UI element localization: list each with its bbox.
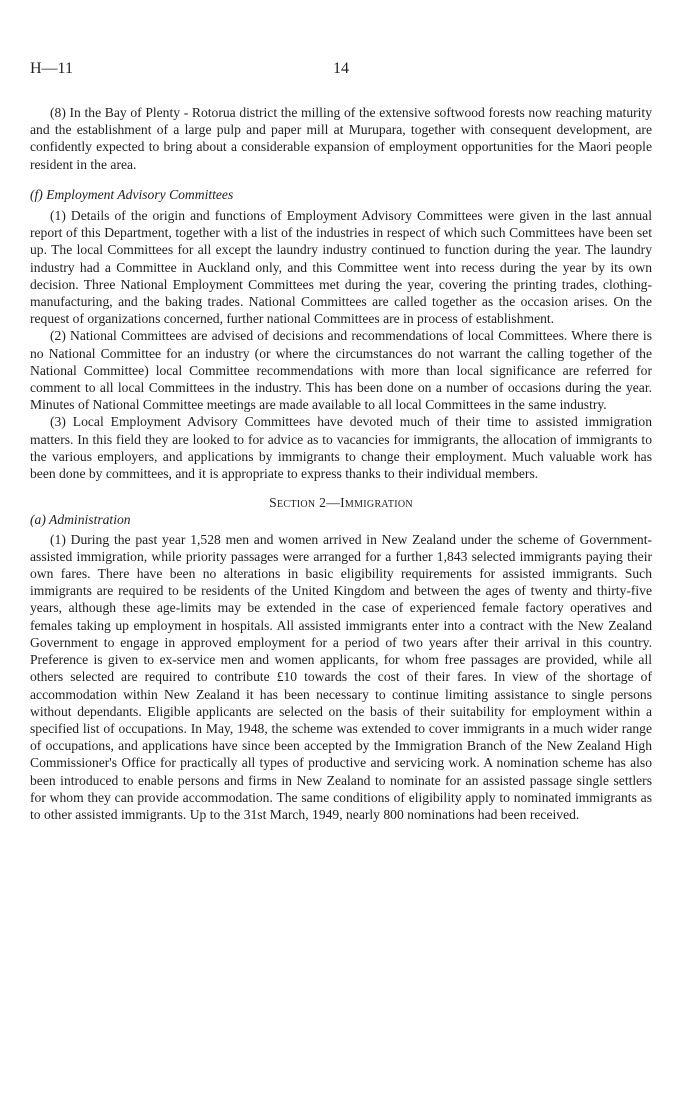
- committees-paragraph-2: (2) National Committees are advised of decisions and recommendations of local Committees. Where there is no National Committee for an industry (or where the circumstances do not warrant the calling together of the National Committee) local Committee recommendations with more than local significance are referred for comment to all local Committees in the industry. This has been done on a number of occasions during the year. Minutes of National Committee meetings are made available to all local Committees in the same industry.: [30, 328, 652, 413]
- committees-paragraph-1: (1) Details of the origin and functions of Employment Advisory Committees were given in the last annual report of this Department, together with a list of the industries in respect of which such Committees have been set up. The local Committees for all except the laundry industry continued to function during the year. The laundry industry had a Committee in Auckland only, and this Committee went into recess during the year by its own decision. Three National Employment Committees met during the year, covering the printing trades, clothing-manufacturing, and the baking trades. National Committees are called together as the occasion arises. On the request of organizations concerned, further national Committees are in process of establishment.: [30, 208, 652, 327]
- page-header: [30, 60, 652, 82]
- document-reference: H—11: [30, 60, 73, 77]
- section-heading-immigration: Section 2—Immigration: [269, 495, 413, 511]
- paragraph-8: (8) In the Bay of Plenty - Rotorua district the milling of the extensive softwood forests now reaching maturity and the establishment of a large pulp and paper mill at Murupara, together with consequent development, are confidently expected to bring about a considerable expansion of employment opportunities for the Maori people resident in the area.: [30, 105, 652, 172]
- document-page: [30, 0, 652, 1108]
- subsection-label: (f): [30, 186, 43, 202]
- page-body: [30, 104, 652, 823]
- page-number: 14: [333, 60, 349, 77]
- subsection-label: (a): [30, 512, 46, 528]
- subsection-heading-administration: [30, 511, 652, 528]
- subsection-heading-employment-advisory-committees: [30, 186, 652, 203]
- subsection-title: Employment Advisory Committees: [46, 186, 234, 202]
- subsection-title: Administration: [49, 512, 131, 528]
- administration-paragraph-1: (1) During the past year 1,528 men and women arrived in New Zealand under the scheme of Government-assisted immigration, while priority passages were arranged for a further 1,843 selected immigrants paying their own fares. There have been no alterations in basic eligibility requirements for assisted immigrants. Such immigrants are required to be residents of the United Kingdom and between the ages of twenty and thirty-five years, although these age-limits may be extended in the case of experienced female factory operatives and females taking up employment in hospitals. All assisted immigrants enter into a contract with the New Zealand Government to engage in approved employment for a period of two years after their arrival in this country. Preference is given to ex-service men and women applicants, for whom free passages are provided, while all others selected are required to contribute £10 towards the cost of their fares. In view of the shortage of accommodation within New Zealand it has been necessary to continue limiting assistance to single persons without dependants. Eligible applicants are selected on the basis of their suitability for employment within a specified list of occupations. In May, 1948, the scheme was extended to cover immigrants in a much wider range of occupations, and applications have since been accepted by the Immigration Branch of the New Zealand High Commissioner's Office for practically all types of productive and servicing work. A nomination scheme has also been introduced to enable persons and firms in New Zealand to nominate for an assisted passage single settlers for whom they can provide accommodation. The same conditions of eligibility apply to nominated immigrants as to other assisted immigrants. Up to the 31st March, 1949, nearly 800 nominations had been received.: [30, 531, 652, 822]
- committees-paragraph-3: (3) Local Employment Advisory Committees have devoted much of their time to assisted immigration matters. In this field they are looked to for advice as to vacancies for immigrants, the allocation of immigrants to the various employers, and applications by immigrants to change their employment. Much valuable work has been done by committees, and it is appropriate to express thanks to their individual members.: [30, 414, 652, 482]
